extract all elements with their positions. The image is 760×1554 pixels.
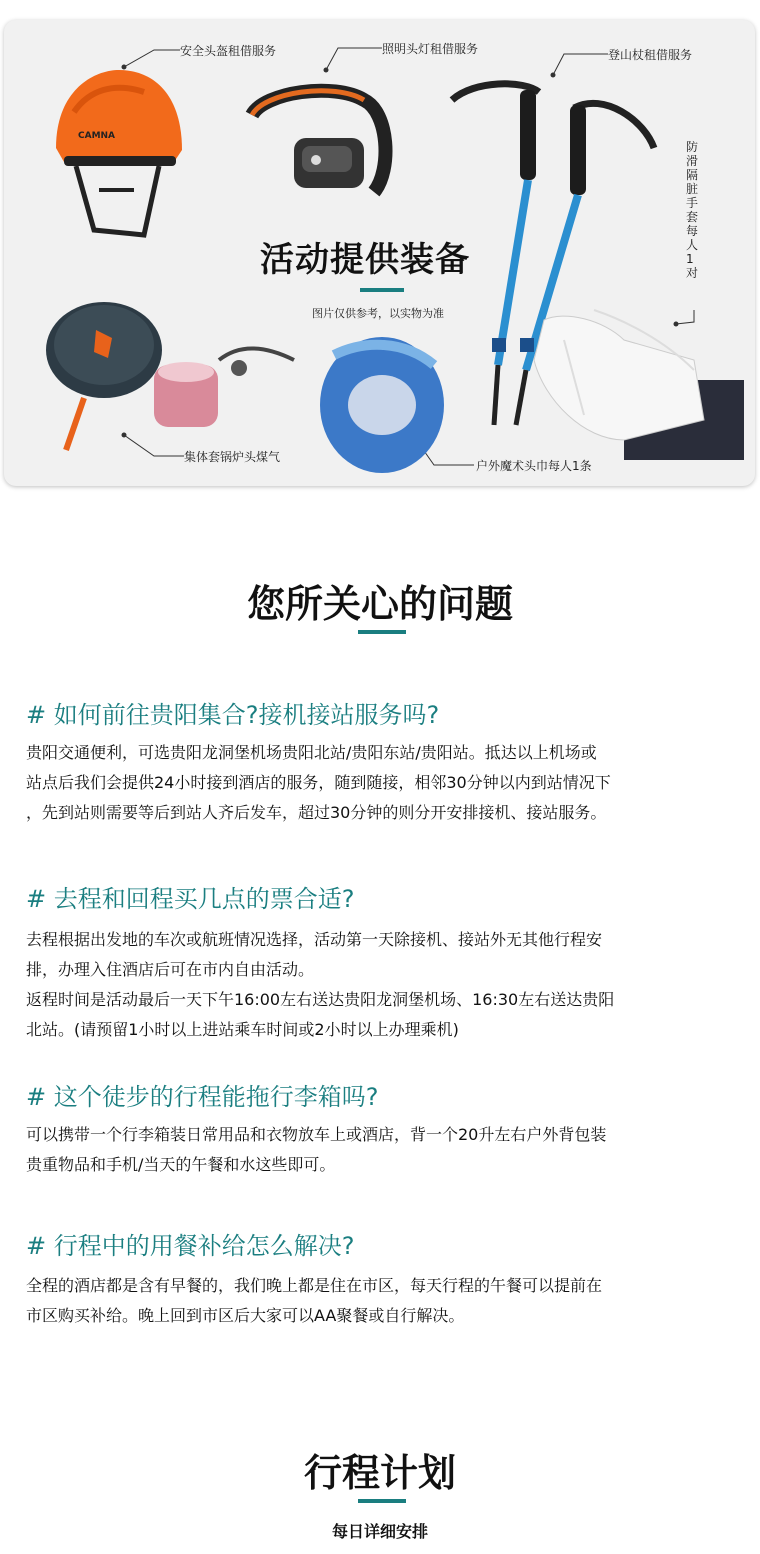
answer-line: 市区购买补给。晚上回到市区后大家可以AA聚餐或自行解决。 xyxy=(26,1306,465,1325)
equipment-title: 活动提供装备 xyxy=(260,240,470,280)
equipment-card xyxy=(4,20,755,486)
answer-line: 排，办理入住酒店后可在市内自由活动。 xyxy=(26,960,315,979)
faq-question-1: # 如何前往贵阳集合?接机接站服务吗? xyxy=(26,701,440,729)
helmet-brand: CAMNA xyxy=(78,131,116,141)
plan-title-underline xyxy=(358,1499,406,1503)
answer-line: 返程时间是活动最后一天下午16:00左右送达贵阳龙洞堡机场、16:30左右送达贵阳 xyxy=(26,990,615,1009)
cookware-callout: 集体套锅炉头煤气 xyxy=(184,450,281,464)
answer-line: ，先到站则需要等后到站人齐后发车，超过30分钟的则分开安排接机、接站服务。 xyxy=(26,803,607,822)
answer-line: 贵阳交通便利，可选贵阳龙洞堡机场贵阳北站/贵阳东站/贵阳站。抵达以上机场或 xyxy=(26,743,597,762)
headlamp-callout: 照明头灯租借服务 xyxy=(382,42,479,56)
helmet-callout: 安全头盔租借服务 xyxy=(180,44,277,58)
cookware-image xyxy=(46,302,294,450)
gloves-callout: 防滑隔脏手套每人1对 xyxy=(686,140,699,280)
faq-question-4: # 行程中的用餐补给怎么解决? xyxy=(26,1232,355,1260)
headlamp-image xyxy=(252,91,385,192)
answer-line: 站点后我们会提供24小时接到酒店的服务，随到随接，相邻30分钟以内到站情况下 xyxy=(26,773,611,792)
answer-line: 贵重物品和手机/当天的午餐和水这些即可。 xyxy=(26,1155,336,1174)
scarf-callout: 户外魔术头巾每人1条 xyxy=(476,459,592,473)
faq-answer-4 xyxy=(26,1271,752,1331)
faq-answer-3 xyxy=(26,1120,752,1180)
faq-question-3: # 这个徒步的行程能拖行李箱吗? xyxy=(26,1083,379,1111)
helmet-image xyxy=(56,70,182,235)
answer-line: 全程的酒店都是含有早餐的，我们晚上都是住在市区，每天行程的午餐可以提前在 xyxy=(26,1276,603,1295)
answer-line: 北站。(请预留1小时以上进站乘车时间或2小时以上办理乘机) xyxy=(26,1020,459,1039)
plan-subtitle: 每日详细安排 xyxy=(331,1522,428,1541)
gloves-image xyxy=(534,310,744,460)
faq-answer-2 xyxy=(26,925,752,1045)
poles-callout: 登山杖租借服务 xyxy=(608,48,693,62)
equipment-title-underline xyxy=(360,288,404,292)
answer-line: 可以携带一个行李箱装日常用品和衣物放车上或酒店，背一个20升左右户外背包装 xyxy=(26,1125,607,1144)
scarf-image xyxy=(320,337,444,473)
faq-answer-1 xyxy=(26,738,752,828)
equipment-note: 图片仅供参考，以实物为准 xyxy=(312,307,444,320)
faq-question-2: # 去程和回程买几点的票合适? xyxy=(26,885,355,913)
plan-title: 行程计划 xyxy=(303,1451,456,1495)
answer-line: 去程根据出发地的车次或航班情况选择，活动第一天除接机、接站外无其他行程安 xyxy=(26,930,603,949)
faq-title-underline xyxy=(358,630,406,634)
faq-title: 您所关心的问题 xyxy=(246,582,513,626)
